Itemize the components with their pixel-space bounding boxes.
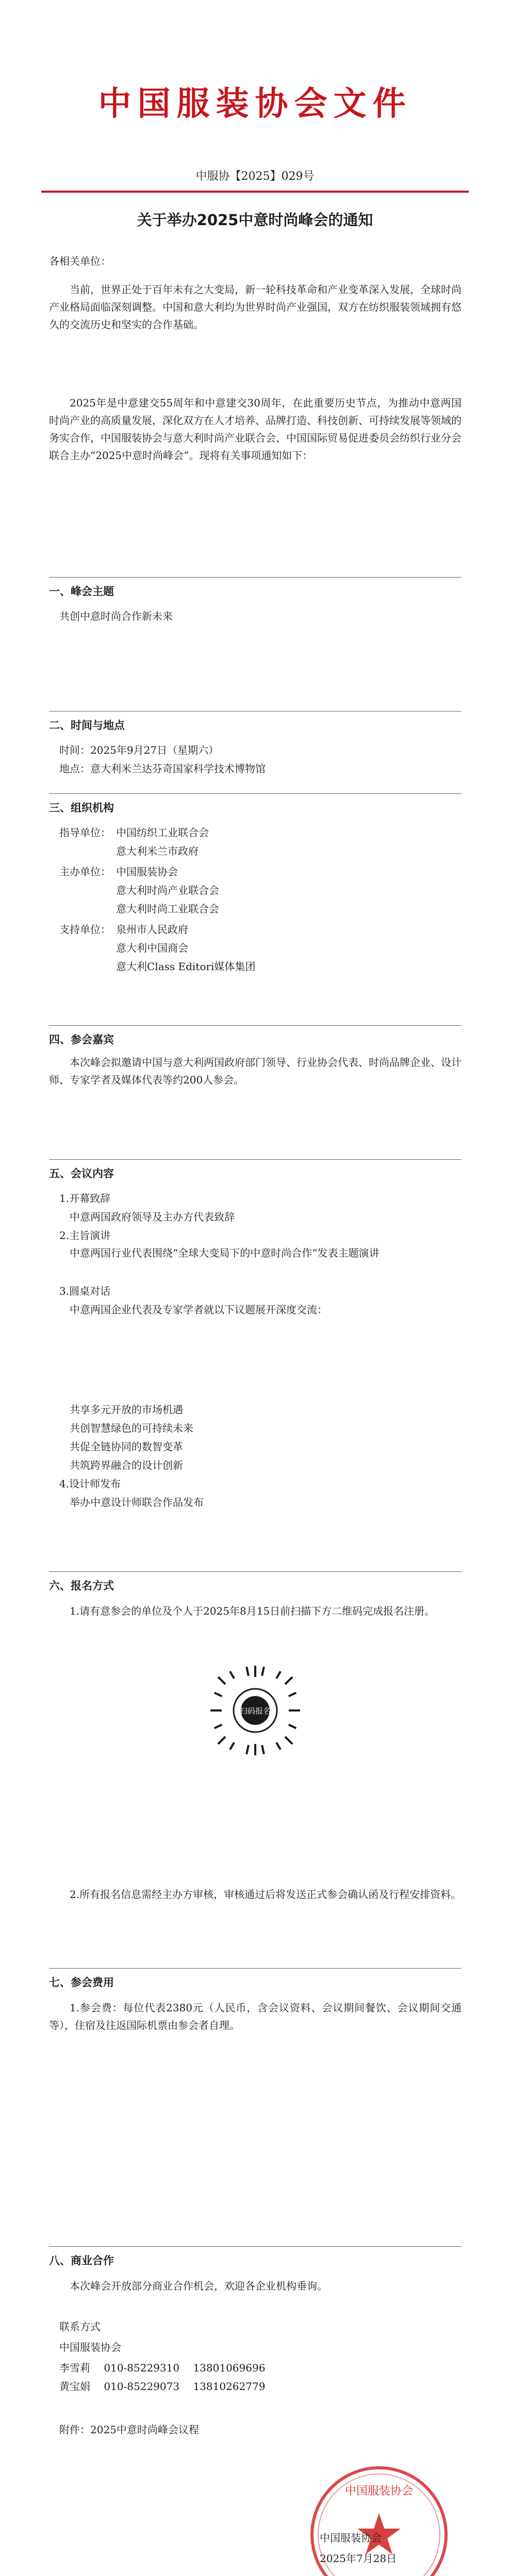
section-divider — [49, 1025, 462, 1026]
agenda-item: 4.设计师发布 — [59, 1478, 121, 1490]
registration-text: 1.请有意参会的单位及个人于2025年8月15日前扫描下方二维码完成报名注册。 — [70, 1605, 435, 1617]
section-time-heading: 二、时间与地点 — [49, 719, 125, 732]
signature-org: 中国服装协会 — [320, 2532, 382, 2544]
section-fees-heading: 七、参会费用 — [49, 1976, 114, 1989]
document-number: 中服协【2025】029号 — [195, 170, 315, 183]
contact-org: 中国服装协会 — [59, 2341, 121, 2353]
contact-row — [59, 2360, 265, 2375]
attachment-reference: 附件：2025中意时尚峰会议程 — [59, 2424, 199, 2436]
support-1: 泉州市人民政府 — [116, 923, 188, 936]
contact-phone[interactable]: 010-85229073 — [104, 2380, 180, 2393]
qr-caption: 扫码报名 — [239, 1706, 271, 1716]
intro-paragraph-1: 当前，世界正处于百年未有之大变局，新一轮科技革命和产业变革深入发展，全球时尚产业格局面临深刻调整。中国和意大利均为世界时尚产业强国，双方在纺织服装领域拥有悠久的交流历史和坚实的合作基础。 — [49, 283, 462, 331]
section-registration-heading: 六、报名方式 — [49, 1580, 114, 1592]
signature-date: 2025年7月28日 — [320, 2552, 397, 2565]
contact-name: 黄宝娟 — [59, 2380, 90, 2393]
section-agenda-heading: 五、会议内容 — [49, 1167, 114, 1180]
agenda-item: 2.主旨演讲 — [59, 1229, 111, 1242]
section-divider — [49, 1159, 462, 1160]
participants-text: 本次峰会拟邀请中国与意大利两国政府部门领导、行业协会代表、时尚品牌企业、设计师、专家学者及媒体代表等约200人参会。 — [49, 1056, 462, 1086]
agenda-topic: 共筑跨界融合的设计创新 — [70, 1459, 183, 1471]
fees-text: 1.参会费：每位代表2380元（人民币，含会议资料、会议期间餐饮、会议期间交通等），住宿及往返国际机票由参会者自理。 — [49, 2002, 462, 2031]
section-orgs-heading: 三、组织机构 — [49, 802, 114, 814]
organizer-2: 意大利时尚产业联合会 — [116, 884, 219, 896]
host-1: 中国纺织工业联合会 — [116, 826, 209, 839]
contact-mobile[interactable]: 13810262779 — [193, 2380, 266, 2393]
agenda-topic: 共促全链协同的数智变革 — [70, 1440, 183, 1453]
agenda-topic: 共享多元开放的市场机遇 — [70, 1403, 183, 1416]
contact-row — [59, 2378, 265, 2393]
contact-phone[interactable]: 010-85229310 — [104, 2362, 180, 2374]
support-label: 支持单位： — [59, 923, 111, 936]
document-header-title: 中国服装协会文件 — [98, 85, 412, 123]
contact-heading: 联系方式 — [59, 2320, 101, 2333]
section-divider — [49, 1968, 462, 1969]
section-theme-heading: 一、峰会主题 — [49, 585, 114, 598]
section-participants-heading: 四、参会嘉宾 — [49, 1033, 114, 1046]
notice-title: 关于举办2025中意时尚峰会的通知 — [137, 211, 373, 229]
red-divider — [41, 191, 469, 193]
agenda-item: 中意两国企业代表及专家学者就以下议题展开深度交流： — [70, 1303, 327, 1316]
agenda-item: 中意两国行业代表围绕“全球大变局下的中意时尚合作”发表主题演讲 — [70, 1247, 380, 1259]
place-line: 地点：意大利米兰达芬奇国家科学技术博物馆 — [59, 762, 266, 775]
agenda-item: 中意两国政府领导及主办方代表致辞 — [70, 1211, 235, 1223]
business-text: 本次峰会开放部分商业合作机会，欢迎各企业机构垂询。 — [70, 2280, 327, 2292]
organizer-3: 意大利时尚工业联合会 — [116, 903, 219, 915]
theme-text: 共创中意时尚合作新未来 — [59, 610, 173, 622]
agenda-item: 举办中意设计师联合作品发布 — [70, 1496, 204, 1509]
section-business-heading: 八、商业合作 — [49, 2255, 114, 2267]
agenda-item: 3.圆桌对话 — [59, 1285, 111, 1297]
intro-paragraph-2: 2025年是中意建交55周年和中意建交30周年，在此重要历史节点，为推动中意两国时尚产业的高质量发展，深化双方在人才培养、品牌打造、科技创新、可持续发展等领域的务实合作，中国服装协会与意大利时尚产业联合会、中国国际贸易促进委员会纺织行业分会联合主办“2025中意时尚峰会”。现将有关事项通知如下： — [49, 397, 462, 462]
section-divider — [49, 793, 462, 794]
registration-note: 2.所有报名信息需经主办方审核，审核通过后将发送正式参会确认函及行程安排资料。 — [70, 1888, 462, 1901]
section-divider — [49, 577, 462, 578]
section-divider — [49, 1571, 462, 1572]
host-2: 意大利米兰市政府 — [116, 845, 199, 857]
section-divider — [49, 2246, 462, 2247]
host-label: 指导单位： — [59, 826, 111, 839]
salutation: 各相关单位： — [49, 255, 111, 267]
organizer-label: 主办单位： — [59, 866, 111, 878]
support-3: 意大利Class Editori媒体集团 — [116, 960, 256, 973]
time-line: 时间：2025年9月27日（星期六） — [59, 744, 219, 756]
contact-mobile[interactable]: 13801069696 — [193, 2362, 266, 2374]
registration-qr-code[interactable] — [206, 1662, 304, 1759]
agenda-topic: 共创智慧绿色的可持续未来 — [70, 1422, 193, 1434]
contact-name: 李雪莉 — [59, 2362, 90, 2374]
organizer-1: 中国服装协会 — [116, 866, 178, 878]
agenda-item: 1.开幕致辞 — [59, 1192, 111, 1205]
support-2: 意大利中国商会 — [116, 942, 188, 954]
seal-text: 中国服装协会 — [344, 2485, 414, 2498]
